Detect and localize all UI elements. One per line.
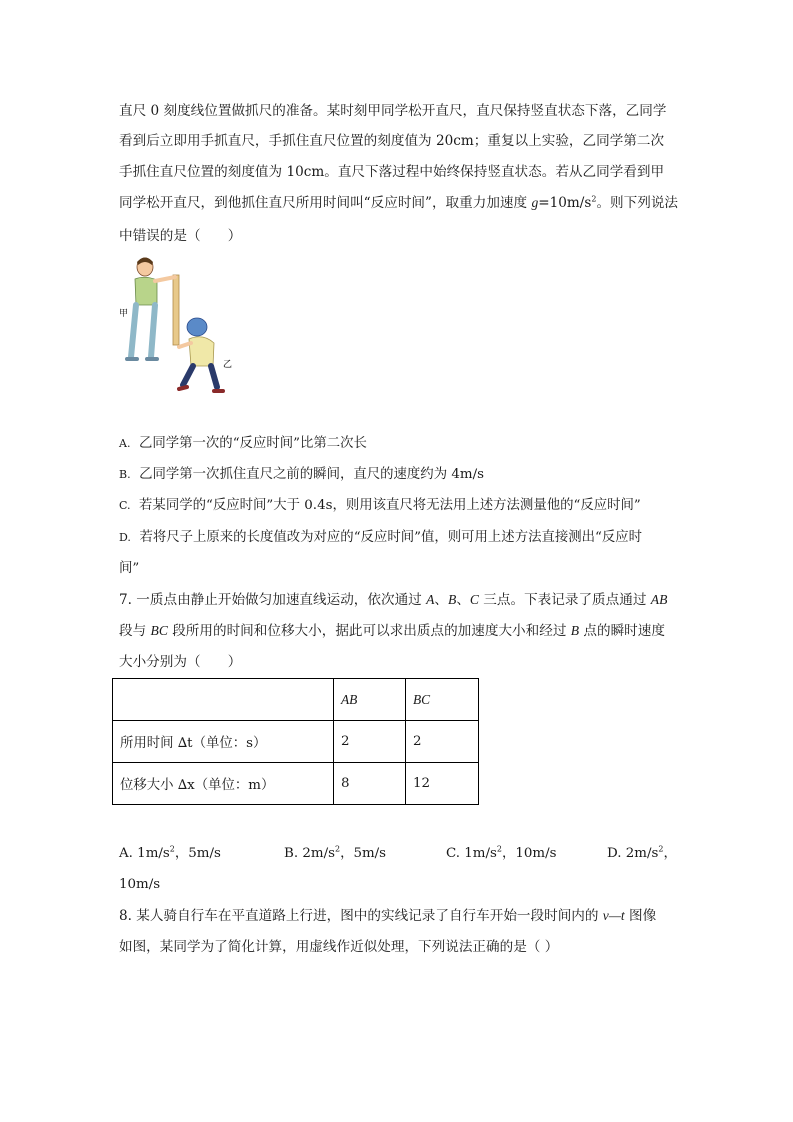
- option-b: B. 乙同学第一次抓住直尺之前的瞬间，直尺的速度约为 4m/s: [119, 467, 484, 482]
- table-cell: BC: [406, 679, 479, 721]
- q7-stem-line: 7. 一质点由静止开始做匀加速直线运动，依次通过 A、B、C 三点。下表记录了质点通过 AB: [119, 592, 668, 608]
- label-jia: 甲: [119, 309, 129, 319]
- table-cell: 8: [334, 763, 406, 805]
- table-cell: AB: [334, 679, 406, 721]
- text-line: 同学松开直尺，到他抓住直尺所用时间叫“反应时间”，取重力加速度 $g=10m/s^2$。则下列说法: [119, 194, 679, 211]
- reaction-time-illustration: [117, 253, 247, 403]
- g-symbol: g: [531, 195, 539, 210]
- q7-stem-line: 段与 BC 段所用的时间和位移大小，据此可以求出质点的加速度大小和经过 B 点的瞬时速度: [119, 623, 665, 639]
- option-d: D. 若将尺子上原来的长度值改为对应的“反应时间”值，则可用上述方法直接测出“反应时: [119, 530, 643, 545]
- q7-option-d-wrap: 10m/s: [119, 877, 161, 892]
- q7-stem-line: 大小分别为（ ）: [119, 654, 242, 670]
- table-cell: 12: [406, 763, 479, 805]
- table-cell: 所用时间 ∆t（单位：s）: [113, 721, 334, 763]
- option-c: C. 若某同学的“反应时间”大于 0.4s，则用该直尺将无法用上述方法测量他的“反应时间”: [119, 498, 641, 513]
- table-header-row: [113, 679, 479, 721]
- q7-option-b: B. $2m/s^2$，5m/s: [284, 844, 387, 861]
- option-a: A. 乙同学第一次的“反应时间”比第二次长: [119, 436, 367, 451]
- q8-stem-line: 如图，某同学为了简化计算，用虚线作近似处理，下列说法正确的是（ ）: [119, 939, 559, 955]
- table-cell: 2: [334, 721, 406, 763]
- table-row: [113, 721, 479, 763]
- table-row: [113, 763, 479, 805]
- q8-stem-line: 8. 某人骑自行车在平直道路上行进，图中的实线记录了自行车开始一段时间内的 v—t 图像: [119, 908, 657, 924]
- text-line: 中错误的是（ ）: [119, 228, 242, 244]
- q7-option-d: D. $2m/s^2$，: [607, 844, 677, 861]
- table-cell: [113, 679, 334, 721]
- q7-option-a: A. $1m/s^2$，5m/s: [119, 844, 221, 861]
- table-cell: 2: [406, 721, 479, 763]
- text-line: 手抓住直尺位置的刻度值为 10cm。直尺下落过程中始终保持竖直状态。若从乙同学看到甲: [119, 164, 665, 180]
- label-yi: 乙: [223, 360, 233, 370]
- option-d-wrap: 间”: [119, 561, 140, 576]
- text-line: 直尺 0 刻度线位置做抓尺的准备。某时刻甲同学松开直尺，直尺保持竖直状态下落，乙同学: [119, 103, 667, 119]
- table-cell: 位移大小 ∆x（单位：m）: [113, 763, 334, 805]
- text-line: 看到后立即用手抓直尺，手抓住直尺位置的刻度值为 20cm；重复以上实验，乙同学第二次: [119, 133, 665, 149]
- data-table: [112, 678, 479, 805]
- q7-option-c: C. $1m/s^2$，10m/s: [446, 844, 557, 861]
